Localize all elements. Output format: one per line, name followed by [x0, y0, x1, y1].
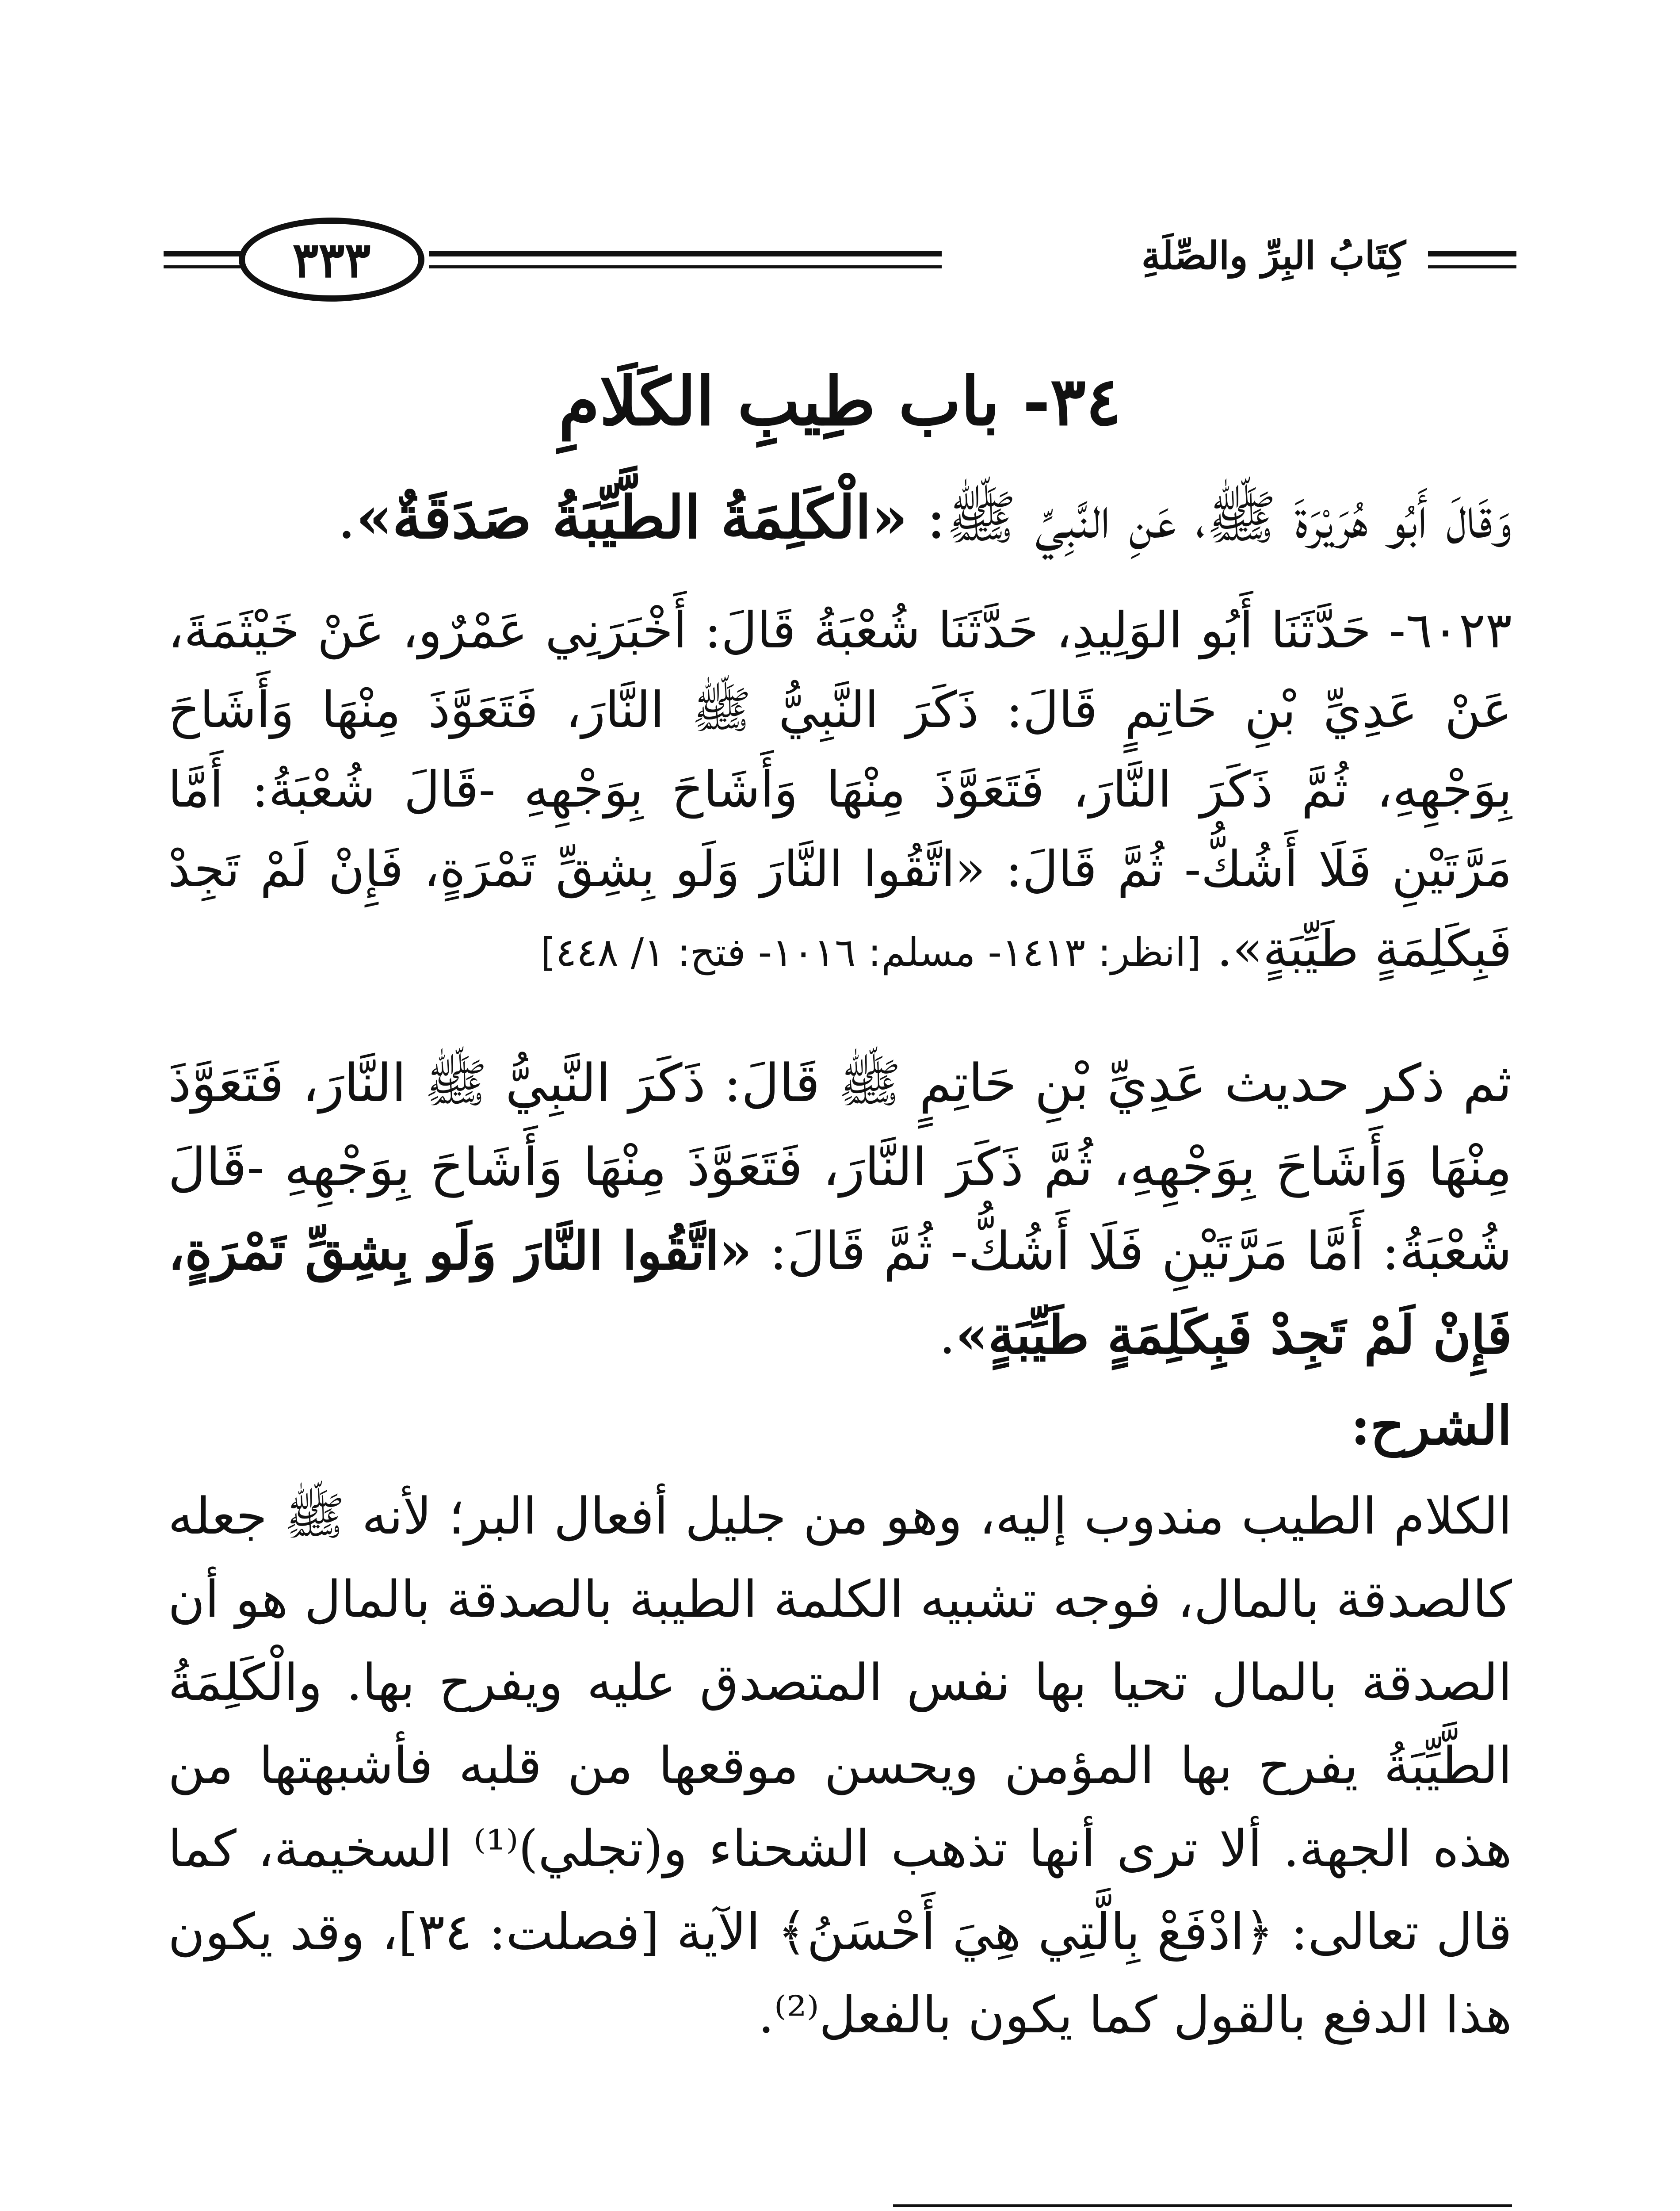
hadith-reference: [انظر: ١٤١٣- مسلم: ١٠١٦- فتح: ١/ ٤٤٨]	[540, 930, 1201, 975]
hadith-isnad	[168, 591, 1512, 992]
running-header	[164, 208, 1516, 314]
hadith-repeat-lead: ثم ذكر حديث عَدِيِّ بْنِ حَاتِمٍ ﷺ قَالَ: ذَكَرَ النَّبِيُّ ﷺ النَّارَ، فَتَعَوَّذَ مِنْهَا وَأَشَاحَ بِوَجْهِهِ، ثُمَّ ذَكَرَ النَّارَ، فَتَعَوَّذَ مِنْهَا وَأَشَاحَ بِوَجْهِهِ -قَالَ شُعْبَةُ: أَمَّا مَرَّتَيْنِ فَلَا أَشُكُّ- ثُمَّ قَالَ:	[168, 1052, 1512, 1281]
hadith-intro-lead: وَقَالَ أَبُو هُرَيْرَةَ ﷺ، عَنِ النَّبِيِّ ﷺ:	[908, 484, 1512, 552]
header-rule-right-top	[1428, 251, 1516, 256]
hadith-repeat-quote: «اتَّقُوا النَّارَ وَلَو بِشِقِّ تَمْرَةٍ، فَإِنْ لَمْ تَجِدْ فَبِكَلِمَةٍ طَيِّبَةٍ»	[168, 1220, 1512, 1366]
hadith-repeat-end: .	[939, 1304, 956, 1366]
header-rule-top	[429, 251, 942, 256]
hadith-intro	[168, 471, 1512, 564]
hadith-isnad-text: ٦٠٢٣- حَدَّثَنَا أَبُو الوَلِيدِ، حَدَّثَنَا شُعْبَةُ قَالَ: أَخْبَرَنِي عَمْرٌو، عَنْ خَيْثَمَةَ، عَنْ عَدِيِّ بْنِ حَاتِمٍ قَالَ: ذَكَرَ النَّبِيُّ ﷺ النَّارَ، فَتَعَوَّذَ مِنْهَا وَأَشَاحَ بِوَجْهِهِ، ثُمَّ ذَكَرَ النَّارَ، فَتَعَوَّذَ مِنْهَا وَأَشَاحَ بِوَجْهِهِ -قَالَ شُعْبَةُ: أَمَّا مَرَّتَيْنِ فَلَا أَشُكُّ- ثُمَّ قَالَ: «اتَّقُوا النَّارَ وَلَو بِشِقِّ تَمْرَةٍ، فَإِنْ لَمْ تَجِدْ فَبِكَلِمَةٍ طَيِّبَةٍ».	[168, 602, 1512, 978]
page-content	[168, 345, 1512, 2057]
hadith-repeat	[168, 1041, 1512, 1377]
chapter-title: ٣٤- باب طِيبِ الكَلَامِ	[558, 363, 1122, 440]
hadith-intro-quote: «الْكَلِمَةُ الطَّيِّبَةُ صَدَقَةٌ»	[356, 483, 908, 552]
commentary-text: الكلام الطيب مندوب إليه، وهو من جليل أفعال البر؛ لأنه ﷺ جعله كالصدقة بالمال، فوجه تشبيه الكلمة الطيبة بالصدقة بالمال هو أن الصدقة بالمال تحيا بها نفس المتصدق عليه ويفرح بها. والْكَلِمَةُ الطَّيِّبَةُ يفرح بها المؤمن ويحسن موقعها من قلبه فأشبهتها من هذه الجهة. ألا ترى أنها تذهب الشحناء و(تجلي)⁽¹⁾ السخيمة، كما قال تعالى: ﴿ادْفَعْ بِالَّتِي هِيَ أَحْسَنُ﴾ الآية [فصلت: ٣٤]، وقد يكون هذا الدفع بالقول كما يكون بالفعل⁽²⁾.	[168, 1487, 1512, 2044]
page-number: ٣٣٣	[292, 231, 371, 288]
footnote-separator	[893, 2204, 1512, 2207]
hadith-intro-end: .	[337, 484, 356, 552]
book-title: كِتَابُ البِرِّ والصِّلَةِ	[1141, 233, 1406, 278]
header-rule-left-bottom	[164, 265, 252, 268]
commentary-label: الشرح:	[1351, 1395, 1512, 1457]
header-rule-bottom	[429, 265, 942, 268]
header-rule-right-bottom	[1428, 265, 1516, 268]
page-number-badge	[239, 218, 424, 302]
